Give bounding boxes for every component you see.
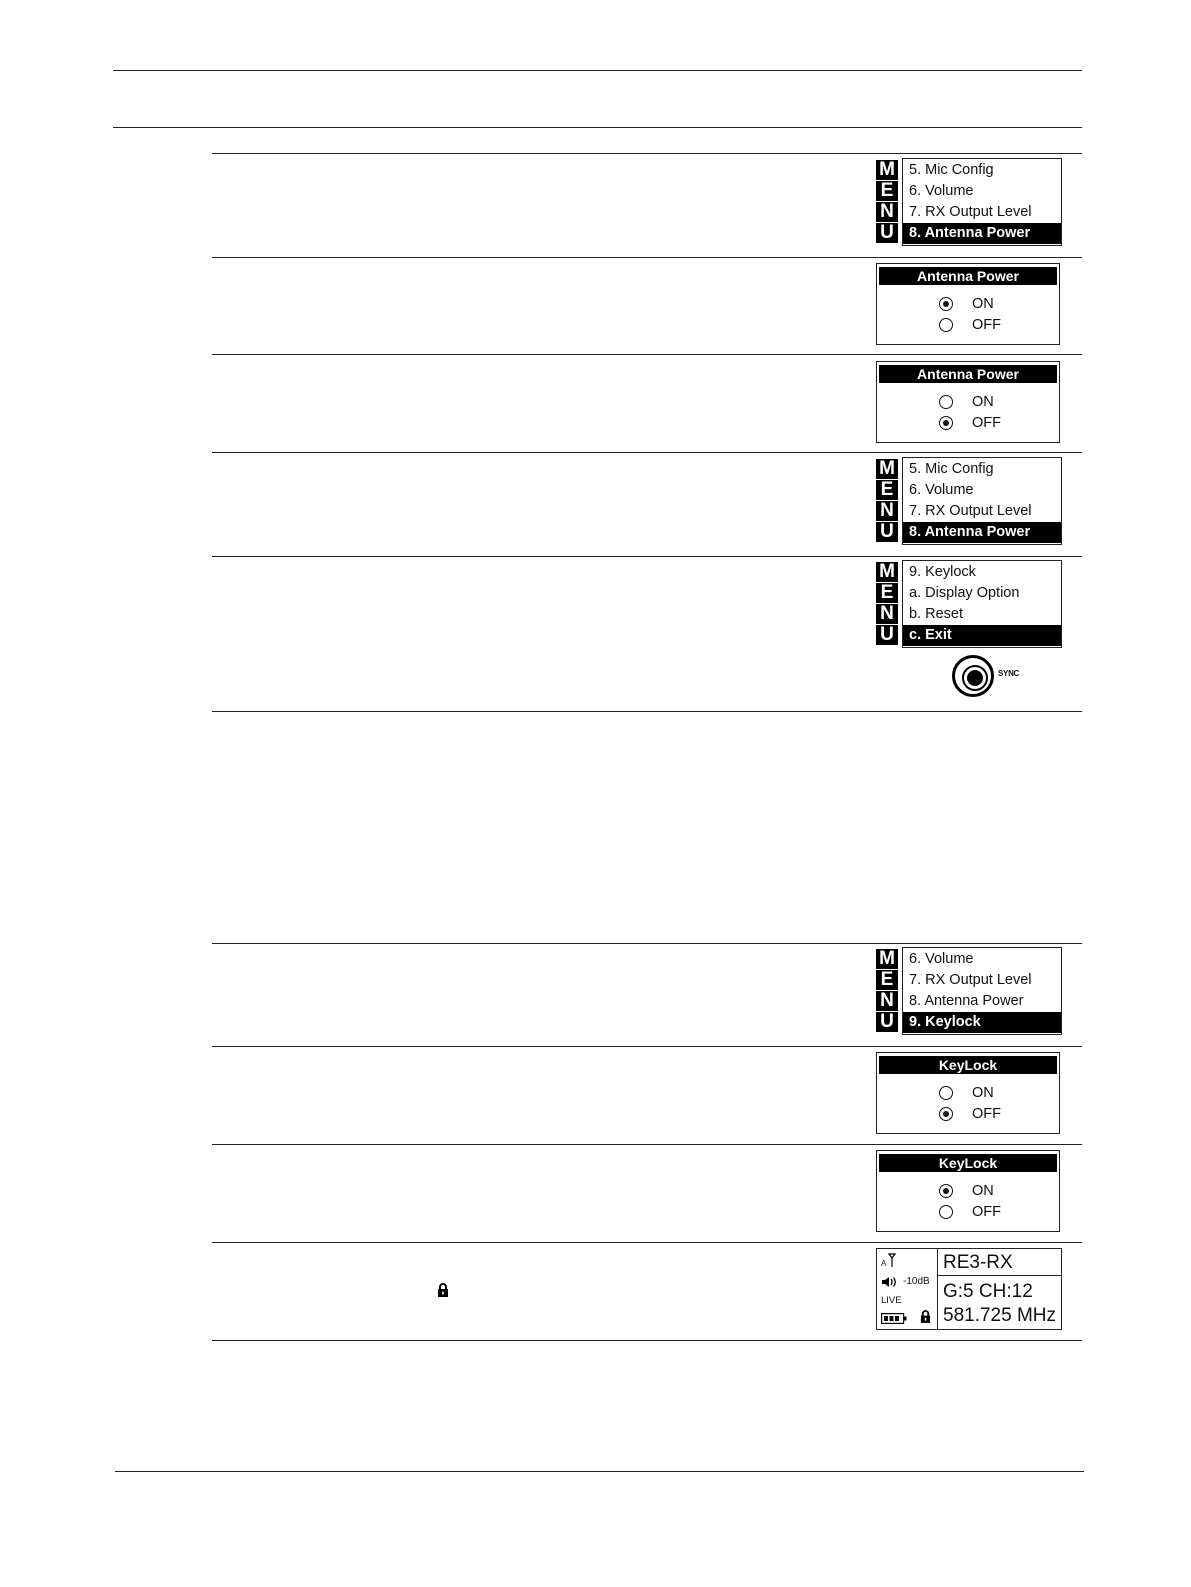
table-rule: [212, 1046, 1082, 1047]
radio-selected-icon: [939, 1184, 953, 1198]
menu-letter: M: [876, 562, 898, 582]
menu-item: 6. Volume: [909, 482, 974, 498]
mode-label: LIVE: [881, 1295, 902, 1306]
option-label: OFF: [972, 317, 1001, 333]
radio-selected-icon: [939, 416, 953, 430]
menu-letter: U: [876, 522, 898, 542]
menu-item: 6. Volume: [909, 951, 974, 967]
menu-item: 7. RX Output Level: [909, 204, 1032, 220]
menu-letter: U: [876, 625, 898, 645]
table-rule: [212, 354, 1082, 355]
menu-list: [902, 560, 1062, 648]
menu-item: 9. Keylock: [909, 564, 976, 580]
sync-knob-icon: [952, 655, 994, 697]
menu-item: 5. Mic Config: [909, 461, 994, 477]
table-rule: [212, 1340, 1082, 1341]
radio-selected-icon: [939, 1107, 953, 1121]
menu-letter: U: [876, 1012, 898, 1032]
option-label: ON: [972, 1085, 994, 1101]
sync-label: SYNC: [998, 669, 1020, 678]
menu-screen-antenna-power: [876, 457, 1062, 545]
footer-rule: [115, 1471, 1084, 1472]
radio-empty-icon: [939, 395, 953, 409]
menu-list: [902, 457, 1062, 545]
receiver-name: RE3-RX: [943, 1252, 1013, 1273]
option-title: Antenna Power: [879, 365, 1057, 383]
header-rule-top: [113, 70, 1082, 71]
menu-screen-keylock: [876, 947, 1062, 1035]
antenna-power-screen-off: [876, 361, 1060, 443]
menu-item: b. Reset: [909, 606, 963, 622]
display-divider: [937, 1275, 1061, 1276]
option-label: ON: [972, 296, 994, 312]
menu-item: a. Display Option: [909, 585, 1020, 601]
display-divider: [937, 1249, 938, 1329]
keylock-screen-on: [876, 1150, 1060, 1232]
menu-letter: N: [876, 501, 898, 521]
option-title: KeyLock: [879, 1154, 1057, 1172]
table-rule: [212, 711, 1082, 712]
menu-item-selected: 8. Antenna Power: [903, 223, 1061, 244]
radio-empty-icon: [939, 1086, 953, 1100]
table-rule: [212, 556, 1082, 557]
menu-item: 7. RX Output Level: [909, 972, 1032, 988]
menu-letter: E: [876, 583, 898, 603]
lock-icon: [920, 1310, 931, 1323]
menu-item: 5. Mic Config: [909, 162, 994, 178]
menu-letter: E: [876, 181, 898, 201]
radio-selected-icon: [939, 297, 953, 311]
battery-icon: [881, 1313, 907, 1324]
menu-list: [902, 158, 1062, 246]
menu-letter: M: [876, 459, 898, 479]
keylock-screen-off: [876, 1052, 1060, 1134]
table-rule: [212, 943, 1082, 944]
menu-list: [902, 947, 1062, 1035]
header-rule-bottom: [113, 127, 1082, 128]
menu-letter: M: [876, 949, 898, 969]
menu-letter: N: [876, 991, 898, 1011]
menu-item: 8. Antenna Power: [909, 993, 1024, 1009]
menu-letter: N: [876, 202, 898, 222]
option-label: OFF: [972, 1106, 1001, 1122]
table-rule: [212, 153, 1082, 154]
option-label: OFF: [972, 415, 1001, 431]
menu-letter: U: [876, 223, 898, 243]
menu-letter: E: [876, 970, 898, 990]
group-channel: G:5 CH:12: [943, 1281, 1033, 1302]
menu-letter: N: [876, 604, 898, 624]
table-rule: [212, 1144, 1082, 1145]
menu-side-label: [876, 560, 898, 648]
lock-icon: [437, 1283, 449, 1297]
frequency: 581.725 MHz: [943, 1305, 1057, 1326]
antenna-power-screen-on: [876, 263, 1060, 345]
radio-empty-icon: [939, 318, 953, 332]
radio-empty-icon: [939, 1205, 953, 1219]
option-title: KeyLock: [879, 1056, 1057, 1074]
home-display: [876, 1248, 1062, 1330]
option-label: ON: [972, 1183, 994, 1199]
table-rule: [212, 452, 1082, 453]
menu-side-label: [876, 947, 898, 1035]
menu-item-selected: c. Exit: [903, 625, 1061, 646]
table-rule: [212, 1242, 1082, 1243]
menu-letter: M: [876, 160, 898, 180]
menu-item-selected: 9. Keylock: [903, 1012, 1061, 1033]
volume-level: -10dB: [903, 1276, 930, 1287]
speaker-icon: [881, 1276, 899, 1288]
option-label: ON: [972, 394, 994, 410]
menu-letter: E: [876, 480, 898, 500]
menu-item: 7. RX Output Level: [909, 503, 1032, 519]
option-label: OFF: [972, 1204, 1001, 1220]
menu-screen-antenna-power: [876, 158, 1062, 246]
menu-side-label: [876, 457, 898, 545]
option-title: Antenna Power: [879, 267, 1057, 285]
menu-item-selected: 8. Antenna Power: [903, 522, 1061, 543]
table-rule: [212, 257, 1082, 258]
menu-side-label: [876, 158, 898, 246]
menu-screen-exit: [876, 560, 1062, 648]
menu-item: 6. Volume: [909, 183, 974, 199]
antenna-label: A: [881, 1259, 887, 1268]
